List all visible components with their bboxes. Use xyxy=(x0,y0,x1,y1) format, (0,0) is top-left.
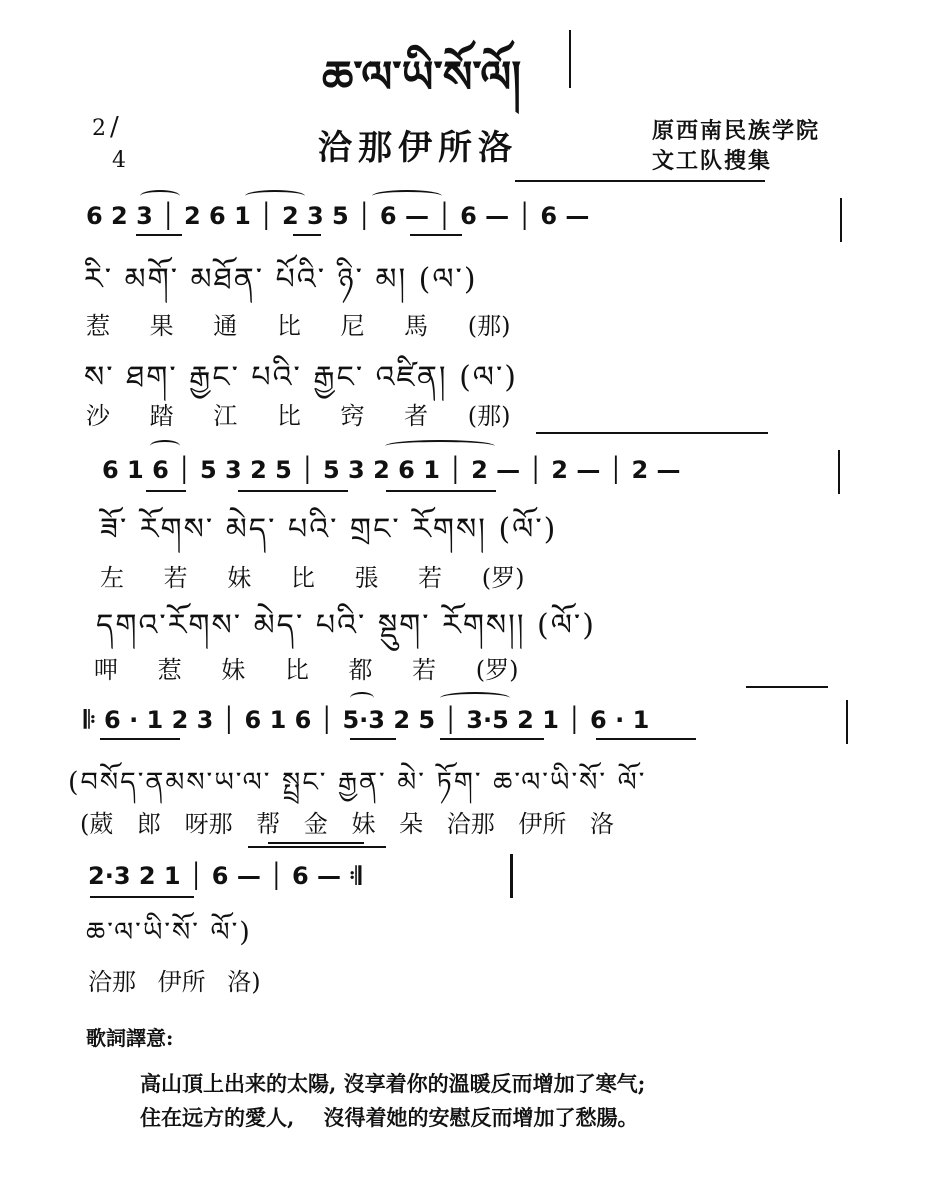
meter-top: 2 xyxy=(92,116,106,141)
lyric-tie-line xyxy=(268,842,364,844)
chinese-lyric-5: (葳 郎 呀那 帮 金 妹 朵 洽那 伊所 洛 xyxy=(80,810,615,838)
beam xyxy=(136,234,182,236)
collector-line2: 文工队搜集 xyxy=(652,148,773,174)
tibetan-lyric-3: ཟོ་ རོགས་ མེད་ པའི་ གྲང་ རོགས། (ལོ་) xyxy=(100,512,558,547)
tibetan-lyric-6: ཆ་ལ་ཡི་སོ་ ལོ་) xyxy=(86,917,252,948)
translation-line-2: 住在远方的愛人, 沒得着她的安慰反而增加了愁腸。 xyxy=(140,1105,639,1130)
tie-line xyxy=(746,686,828,688)
slur xyxy=(440,692,510,704)
beam xyxy=(293,234,321,236)
beam xyxy=(100,738,180,740)
title-tibetan: ཆ་ལ་ཡི་སོ་ལོ། xyxy=(322,52,522,103)
tibetan-lyric-1: རི་ མགོ་ མཐོན་ པོའི་ ཉི་ མ། (ལ་) xyxy=(84,262,478,297)
beam xyxy=(596,738,696,740)
slur xyxy=(150,440,180,452)
slur xyxy=(140,190,180,202)
tibetan-lyric-5: (བསོད་ནམས་ཡ་ལ་ སྤྲང་ རྒྱན་ མེ་ ཏོག་ ཆ་ལ་ཡི་སོ་ ལོ་ xyxy=(68,767,647,798)
beam xyxy=(410,234,462,236)
slur xyxy=(385,440,495,452)
chinese-lyric-1: 惹 果 通 比 尼 馬 (那) xyxy=(86,312,511,340)
slur xyxy=(350,692,374,704)
beam xyxy=(146,490,186,492)
slur xyxy=(372,190,442,202)
collector-line1: 原西南民族学院 xyxy=(652,118,821,144)
translation-heading: 歌詞譯意: xyxy=(86,1026,174,1050)
bar-line-end xyxy=(840,198,842,242)
meter-slash: / xyxy=(110,112,119,142)
notation-system-3: 𝄆 6 · 1 2 3 │ 6 1 6 │ 5·3 2 5 │ 3·5 2 1 │ 6 · 1 xyxy=(84,706,650,734)
chinese-lyric-4: 呷 惹 妹 比 都 若 (罗) xyxy=(94,656,519,684)
title-chinese: 洽那伊所洛 xyxy=(318,128,518,168)
chinese-lyric-6: 洽那 伊所 洛) xyxy=(88,968,261,996)
meter-bottom: 4 xyxy=(112,148,126,173)
translation-line-1: 高山頂上出来的太陽, 沒享着你的溫暖反而增加了寒气; xyxy=(140,1071,646,1096)
repeat-bar-end xyxy=(510,854,513,898)
beam xyxy=(440,738,544,740)
bar-line-end xyxy=(838,450,840,494)
title-bar-line xyxy=(569,30,571,88)
tibetan-lyric-2: ས་ ཐག་ རྒྱང་ པའི་ རྒྱང་ འཛིན། (ལ་) xyxy=(84,360,518,395)
beam xyxy=(350,738,396,740)
tie-line xyxy=(515,180,765,182)
chinese-lyric-3: 左 若 妹 比 張 若 (罗) xyxy=(100,564,525,592)
beam xyxy=(386,490,496,492)
tie-line xyxy=(248,846,386,848)
tie-line xyxy=(536,432,768,434)
tibetan-lyric-4: དགའ་རོགས་ མེད་ པའི་ སྡུག་ རོགས།། (ལོ་) xyxy=(96,608,596,643)
beam xyxy=(90,896,194,898)
slur xyxy=(245,190,305,202)
notation-system-2: 6 1 6 │ 5 3 2 5 │ 5 3 2 6 1 │ 2 — │ 2 — │ 2 — xyxy=(102,456,681,484)
chinese-lyric-2: 沙 踏 江 比 窍 者 (那) xyxy=(86,402,511,430)
notation-system-1: 6 2 3 │ 2 6 1 │ 2 3 5 │ 6 — │ 6 — │ 6 — xyxy=(86,202,590,230)
notation-system-4: 2·3 2 1 │ 6 — │ 6 — 𝄇 xyxy=(88,862,362,890)
beam xyxy=(238,490,348,492)
bar-line-end xyxy=(846,700,848,744)
